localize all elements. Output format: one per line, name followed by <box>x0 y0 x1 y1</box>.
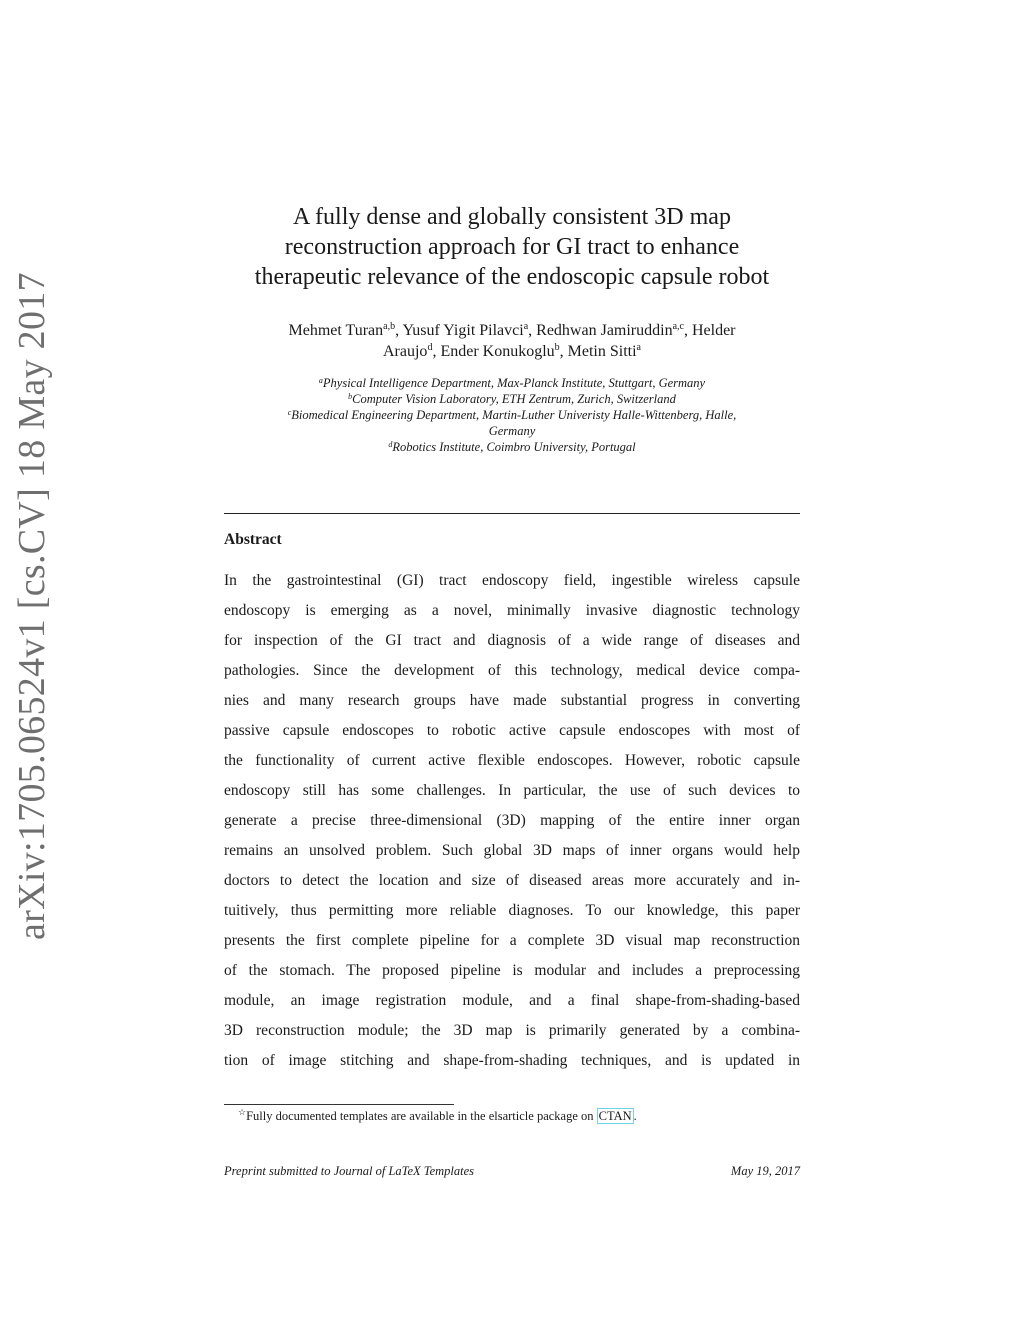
abstract-line: the functionality of current active flexible endoscopes. However, robotic capsule <box>224 752 800 769</box>
footnote-rule <box>224 1104 454 1105</box>
affiliation-text: Germany <box>488 424 536 438</box>
abstract-line: presents the first complete pipeline for a complete 3D visual map reconstruction <box>224 932 800 949</box>
abstract-line: tuitively, thus permitting more reliable diagnoses. To our knowledge, this paper <box>224 902 800 919</box>
abstract-heading: Abstract <box>224 531 282 548</box>
abstract-line: remains an unsolved problem. Such global 3D maps of inner organs would help <box>224 842 800 859</box>
author-separator: , <box>559 343 568 360</box>
affiliation-text: Computer Vision Laboratory, ETH Zentrum, Zurich, Switzerland <box>352 392 676 406</box>
abstract-line: doctors to detect the location and size of diseased areas more accurately and in- <box>224 872 800 889</box>
abstract-line: endoscopy still has some challenges. In particular, the use of such devices to <box>224 782 800 799</box>
abstract-line: pathologies. Since the development of this technology, medical device compa- <box>224 662 800 679</box>
author-affiliation-mark: b <box>554 342 560 353</box>
affiliation-item <box>200 391 824 407</box>
author-name: Metin Sitti <box>567 343 637 360</box>
arxiv-identifier-stamp[interactable]: arXiv:1705.06524v1 [cs.CV] 18 May 2017 <box>11 272 53 940</box>
affiliation-text: Robotics Institute, Coimbro University, Portugal <box>392 440 636 454</box>
author-name: Mehmet Turan <box>288 322 384 339</box>
affiliation-mark: d <box>388 440 393 449</box>
affiliation-mark: c <box>287 408 292 417</box>
author-affiliation-mark: a <box>636 342 641 353</box>
title-line: A fully dense and globally consistent 3D map <box>293 204 731 230</box>
title-line: therapeutic relevance of the endoscopic capsule robot <box>254 264 770 290</box>
author-separator: , <box>683 322 692 339</box>
affiliation-item <box>200 439 824 455</box>
footnote <box>238 1109 637 1124</box>
affiliation-item <box>200 423 824 439</box>
affiliation-mark: a <box>318 376 323 385</box>
author-affiliation-mark: a,b <box>383 321 396 332</box>
affiliation-text: Biomedical Engineering Department, Martin-Luther Univeristy Halle-Wittenberg, Halle, <box>291 408 737 422</box>
author-line <box>200 320 824 341</box>
affiliation-text: Physical Intelligence Department, Max-Planck Institute, Stuttgart, Germany <box>322 376 706 390</box>
abstract-line: 3D reconstruction module; the 3D map is primarily generated by a combina- <box>224 1022 800 1039</box>
footer-journal: Preprint submitted to Journal of LaTeX Templates <box>224 1164 475 1178</box>
title-line: reconstruction approach for GI tract to enhance <box>284 234 740 260</box>
abstract-line: generate a precise three-dimensional (3D) mapping of the entire inner organ <box>224 812 800 829</box>
author-separator: , <box>528 322 537 339</box>
abstract-top-rule <box>224 513 800 514</box>
footnote-star-mark: ☆ <box>238 1107 247 1117</box>
abstract-line: endoscopy is emerging as a novel, minimally invasive diagnostic technology <box>224 602 800 619</box>
author-name: Helder <box>691 322 736 339</box>
footnote-text: Fully documented templates are available in the elsarticle package on <box>246 1109 597 1123</box>
ctan-link[interactable]: CTAN <box>598 1109 632 1123</box>
footnote-period: . <box>633 1109 637 1123</box>
author-name: Redhwan Jamiruddin <box>536 322 673 339</box>
affiliation-item <box>200 375 824 391</box>
abstract-line: for inspection of the GI tract and diagnosis of a wide range of diseases and <box>224 632 800 649</box>
abstract-line: module, an image registration module, and a final shape-from-shading-based <box>224 992 800 1009</box>
author-affiliation-mark: d <box>427 342 433 353</box>
affiliation-list <box>200 375 824 455</box>
author-name: Ender Konukoglu <box>440 343 555 360</box>
affiliation-item <box>200 407 824 423</box>
author-name: Araujo <box>383 343 428 360</box>
author-name: Yusuf Yigit Pilavci <box>402 322 524 339</box>
author-affiliation-mark: a,c <box>672 321 684 332</box>
abstract-line: tion of image stitching and shape-from-shading techniques, and is updated in <box>224 1052 800 1069</box>
abstract-body <box>224 566 800 1076</box>
abstract-line: In the gastrointestinal (GI) tract endoscopy field, ingestible wireless capsule <box>224 572 800 589</box>
abstract-line: nies and many research groups have made substantial progress in converting <box>224 692 800 709</box>
author-separator: , <box>395 322 403 339</box>
abstract-line: passive capsule endoscopes to robotic active capsule endoscopes with most of <box>224 722 800 739</box>
author-list <box>200 320 824 362</box>
abstract-line: of the stomach. The proposed pipeline is modular and includes a preprocessing <box>224 962 800 979</box>
author-separator: , <box>432 343 441 360</box>
paper-title <box>180 202 844 292</box>
author-line <box>200 341 824 362</box>
affiliation-mark: b <box>348 392 353 401</box>
footer-date: May 19, 2017 <box>730 1164 800 1178</box>
author-affiliation-mark: a <box>523 321 529 332</box>
